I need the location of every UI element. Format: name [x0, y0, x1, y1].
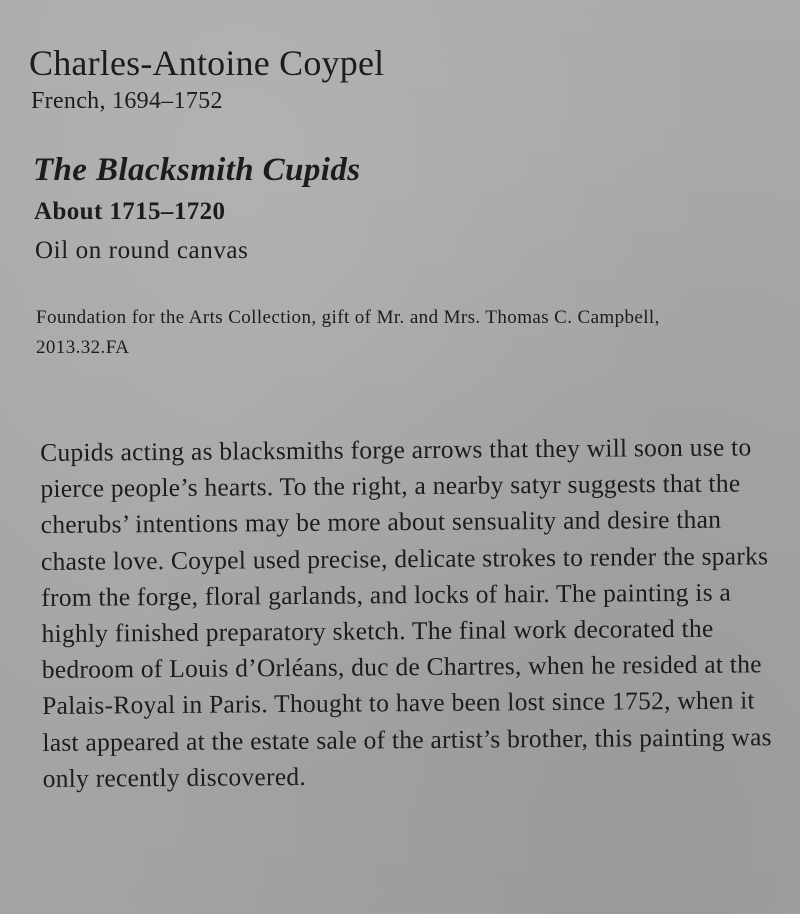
artist-name: Charles-Antoine Coypel: [29, 43, 385, 83]
credit-line: Foundation for the Arts Collection, gift of Mr. and Mrs. Thomas C. Campbell, 2013.32.FA: [36, 307, 660, 358]
artwork-medium: Oil on round canvas: [35, 237, 249, 264]
artwork-title: The Blacksmith Cupids: [33, 152, 361, 188]
artist-nationality-dates: French, 1694–1752: [31, 88, 223, 114]
artwork-date: About 1715–1720: [34, 198, 226, 225]
description-paragraph: Cupids acting as blacksmiths forge arrows that they will soon use to pierce people’s hearts. To the right, a nearby satyr suggests that the cherubs’ intentions may be more about sensuality and desire than chaste love. Coypel used precise, delicate strokes to render the sparks from the forge, floral garlands, and locks of hair. The painting is a highly finished preparatory sketch. The final work decorated the bedroom of Louis d’Orléans, duc de Chartres, when he resided at the Palais-Royal in Paris. Thought to have been lost since 1752, when it last appeared at the estate sale of the artist’s brother, this painting was only recently discovered.: [40, 432, 772, 793]
